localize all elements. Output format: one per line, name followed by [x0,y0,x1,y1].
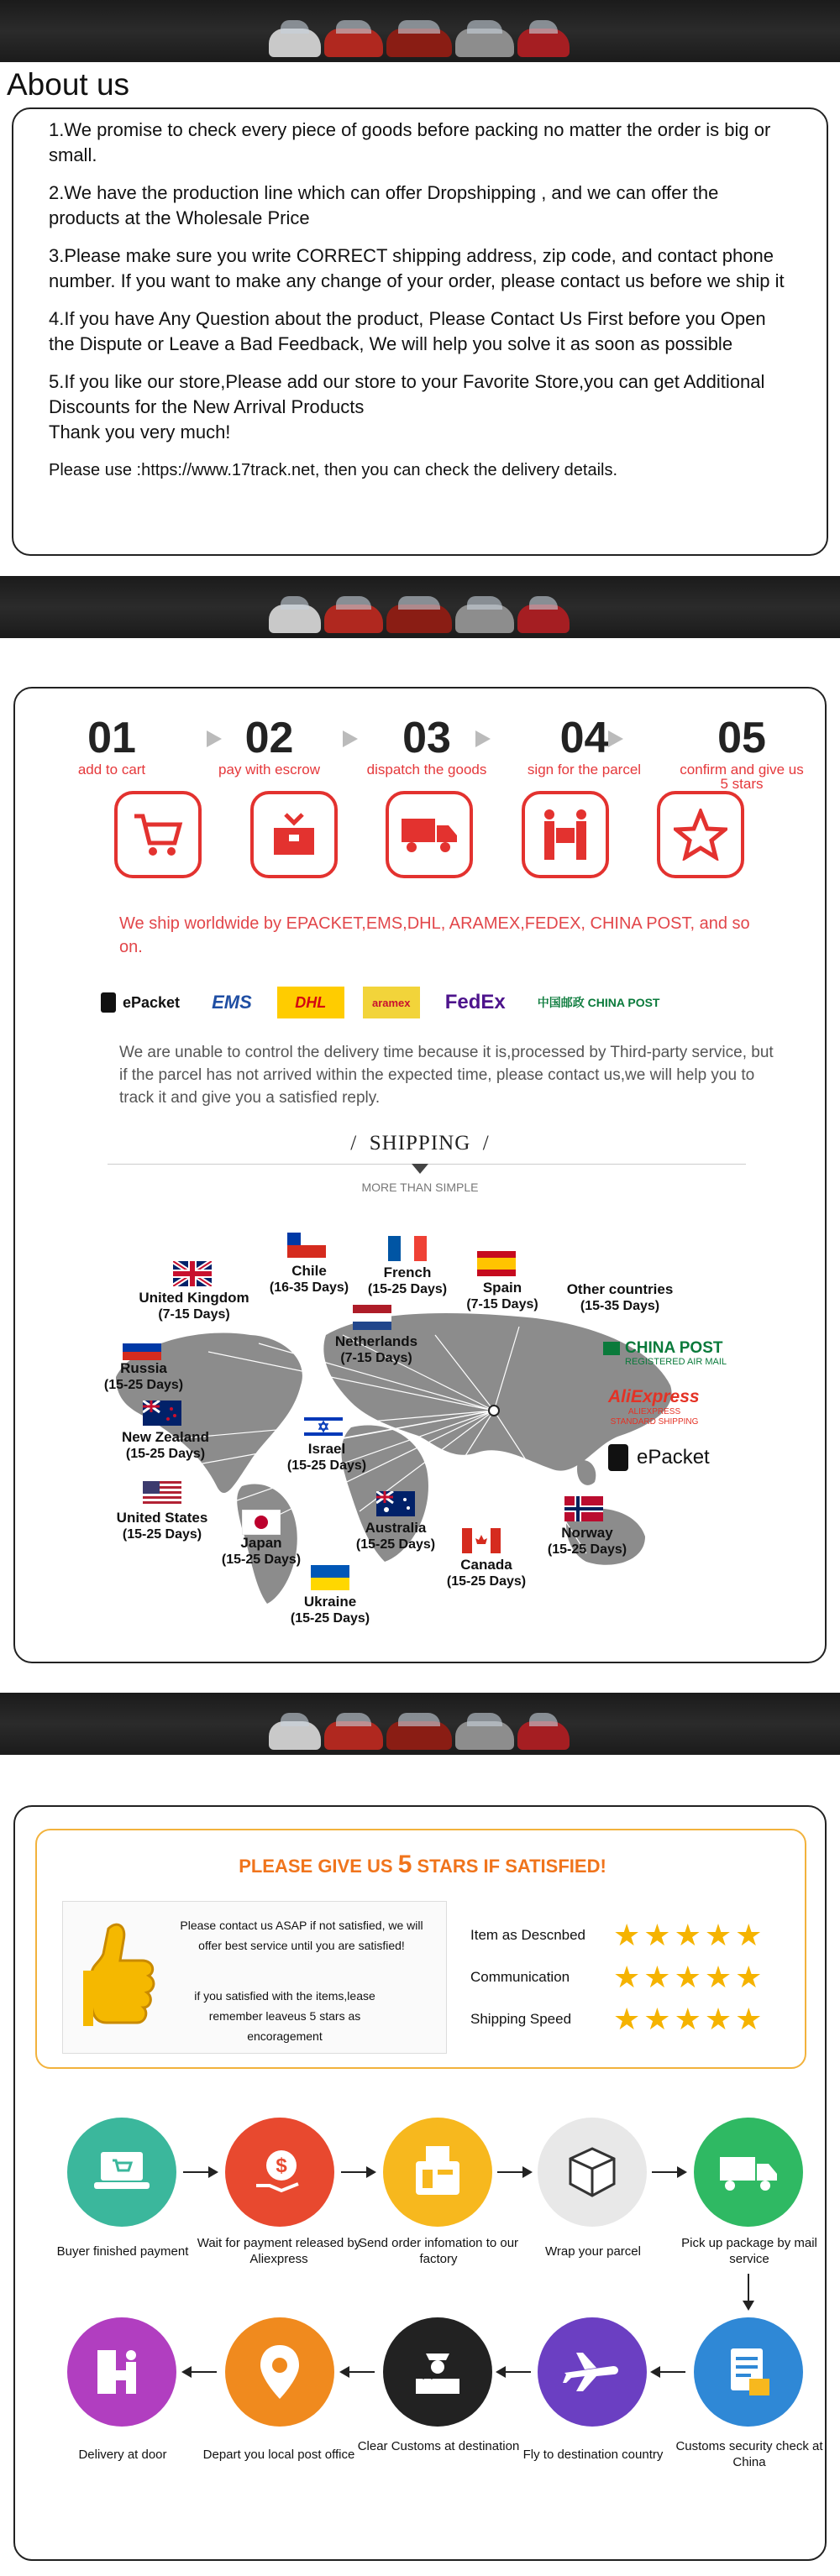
aramex-logo: aramex [363,987,420,1018]
star-icon [657,791,744,878]
about-item-2: 2.We have the production line which can offer Dropshipping , and we can offer the products at the Wholesale Price [49,182,719,228]
about-box [12,107,828,556]
step-label: Clear Customs at destination [357,2439,520,2453]
chile-flag [287,1233,326,1258]
country-japan: Japan (15-25 Days) [221,1535,302,1567]
star-icon: ★ [704,1918,732,1952]
step-number: 03 [402,714,451,762]
country-australia: Australia (15-25 Days) [355,1520,436,1552]
step-label: add to cart [77,762,146,778]
door-delivery-icon [67,2317,176,2427]
france-flag [388,1236,427,1261]
car-banner-middle [0,576,840,638]
country-french: French (15-25 Days) [367,1264,448,1296]
package-icon [250,791,338,878]
flow-arrow [497,2171,531,2173]
step-arrow [343,730,358,747]
about-title: About us [7,67,130,102]
country-united-states: United States (15-25 Days) [116,1510,208,1542]
document-icon [694,2317,803,2427]
star-icon: ★ [704,1960,732,1994]
handshake-icon [522,791,609,878]
flow-arrow [341,2371,375,2373]
about-item-5: 5.If you like our store,Please add our store to your Favorite Store,you can get Additional Discounts for the New Arrival Products [49,371,765,417]
step-number: 04 [559,714,609,762]
star-icon: ★ [735,2002,763,2036]
divider-marker [412,1164,428,1174]
star-icon: ★ [643,1918,671,1952]
step-label: Buyer finished payment [56,2244,189,2259]
tracking-note: Please use :https://www.17track.net, then you can check the delivery details. [49,461,618,479]
norway-flag [564,1496,603,1521]
country-netherlands: Netherlands (7-15 Days) [334,1333,418,1365]
step-label: Customs security check at China [675,2439,823,2469]
country-norway: Norway (15-25 Days) [547,1525,627,1557]
step-label: Wait for payment released by Aliexpress [197,2236,361,2266]
encourage-message: if you satisfied with the items,lease remember leaveus 5 stars as encoragement [194,1989,375,2043]
country-chile: Chile (16-35 Days) [269,1263,349,1295]
canada-flag [462,1528,501,1553]
thumbs-up-icon [83,1920,159,2046]
netherlands-flag [353,1305,391,1330]
step-label: pay with escrow [218,762,320,778]
country-canada: Canada (15-25 Days) [446,1557,527,1589]
epacket-logo: ePacket [94,987,186,1018]
fedex-logo: FedEx [444,991,506,1013]
country-other: Other countries (15-35 Days) [566,1281,674,1313]
about-item-4: 4.If you have Any Question about the product, Please Contact Us First before you Open the Dispute or Leave a Bad Feedback, We will help you solve it as soon as possible [49,308,766,354]
order-steps [49,714,805,791]
russia-flag [123,1335,161,1360]
australia-flag [376,1491,415,1516]
carrier-logos [94,987,667,1018]
svg-text:$: $ [276,2155,287,2177]
china-post-logo: 中国邮政 CHINA POST [537,996,660,1009]
step-label: Pick up package by mail service [681,2236,817,2266]
shipping-title-text: SHIPPING [369,1132,471,1154]
step-label: Depart you local post office [202,2448,355,2462]
country-ukraine: Ukraine (15-25 Days) [290,1594,370,1626]
step-label: sign for the parcel [527,762,642,778]
dollar-hand-icon [225,2118,334,2227]
epacket-map-logo: ePacket [608,1444,710,1471]
israel-flag [304,1414,343,1439]
star-icon: ★ [674,2002,701,2036]
step-5 [679,714,805,791]
rating-table [470,1914,765,2040]
rating-row: Shipping Speed ★ ★ ★ ★ ★ [470,2002,763,2036]
about-item-3: 3.Please make sure you write CORRECT shipping address, zip code, and contact phone number. If you want to make any change of your order, please contact us before we ship it [49,245,785,291]
star-icon: ★ [643,2002,671,2036]
star-icon: ★ [735,1960,763,1994]
flow-arrow [748,2274,749,2309]
car-banner-top [0,0,840,62]
car-banner-lower [0,1693,840,1755]
laptop-cart-icon [67,2118,176,2227]
step-label: dispatch the goods [366,762,487,778]
step-4 [522,714,648,791]
delivery-notice: We are unable to control the delivery time because it is,processed by Third-party service, but if the parcel has not arrived within the expected time, please contact us,we will help you to track it and give you a satisfied reply. [119,1044,774,1107]
step-label: Wrap your parcel [545,2244,641,2259]
flow-arrow [497,2371,531,2373]
five-stars-panel [35,1829,806,2069]
five-stars-title: PLEASE GIVE US 5 STARS IF SATISFIED! [239,1851,606,1878]
step-number: 05 [717,714,766,762]
country-israel: Israel (15-25 Days) [286,1441,367,1473]
star-icon: ★ [613,1960,641,1994]
truck-icon [386,791,473,878]
star-icon: ★ [613,2002,641,2036]
about-thanks: Thank you very much! [49,421,231,442]
star-icon: ★ [613,1918,641,1952]
ukraine-flag [311,1565,349,1590]
country-new-zealand: New Zealand (15-25 Days) [122,1429,209,1461]
step-label: Send order infomation to our factory [358,2236,519,2266]
shipping-title: / SHIPPING / [350,1132,490,1154]
aliexpress-map-logo: AliExpress ALIEXPRESS STANDARD SHIPPING [608,1387,700,1427]
dhl-logo: DHL [277,987,344,1018]
country-russia: Russia (15-25 Days) [103,1360,184,1392]
step-label: Fly to destination country [522,2448,664,2462]
ems-logo: EMS [212,992,252,1013]
step-3 [364,714,490,791]
fax-icon [383,2118,492,2227]
flow-arrow [341,2171,375,2173]
new-zealand-flag [143,1401,181,1426]
country-spain: Spain (7-15 Days) [466,1280,538,1312]
star-icon: ★ [704,2002,732,2036]
cart-icon [114,791,202,878]
star-icon: ★ [674,1960,701,1994]
location-pin-icon [225,2317,334,2427]
step-number: 01 [87,714,136,762]
rating-row: Communication ★ ★ ★ ★ ★ [470,1960,763,1994]
star-icon: ★ [674,1918,701,1952]
plane-icon [538,2317,647,2427]
flow-arrow [183,2171,217,2173]
flow-arrow [652,2371,685,2373]
country-united-kingdom: United Kingdom (7-15 Days) [139,1290,249,1322]
step-number: 02 [244,714,294,762]
china-post-map-logo: CHINA POST REGISTERED AIR MAIL [603,1340,771,1367]
rating-row: Item as Descnbed ★ ★ ★ ★ ★ [470,1918,763,1952]
star-icon: ★ [735,1918,763,1952]
uk-flag [173,1261,212,1286]
flow-arrow [183,2371,217,2373]
contact-message: Please contact us ASAP if not satisfied, we will offer best service until you are satisfied! [180,1919,423,1952]
step-2 [207,714,333,791]
truck-icon [694,2118,803,2227]
customs-officer-icon [383,2317,492,2427]
step-1 [49,714,175,791]
shipping-subtitle: MORE THAN SIMPLE [361,1181,479,1194]
star-icon: ★ [643,1960,671,1994]
feedback-message [62,1901,447,2054]
japan-flag [242,1510,281,1535]
step-arrow [608,730,623,747]
step-label: confirm and give us 5 stars [680,762,804,792]
feedback-box [13,1805,827,2561]
flow-arrow [652,2171,685,2173]
step-label: Delivery at door [78,2448,167,2462]
spain-flag [477,1251,516,1276]
step-arrow [475,730,491,747]
us-flag [143,1481,181,1506]
shipping-box [13,687,827,1663]
ship-worldwide-text: We ship worldwide by EPACKET,EMS,DHL, ARAMEX,FEDEX, CHINA POST, and so on. [119,914,750,956]
box-icon [538,2118,647,2227]
step-icons [114,791,744,878]
step-arrow [207,730,222,747]
about-item-1: 1.We promise to check every piece of goods before packing no matter the order is big or small. [49,119,771,165]
